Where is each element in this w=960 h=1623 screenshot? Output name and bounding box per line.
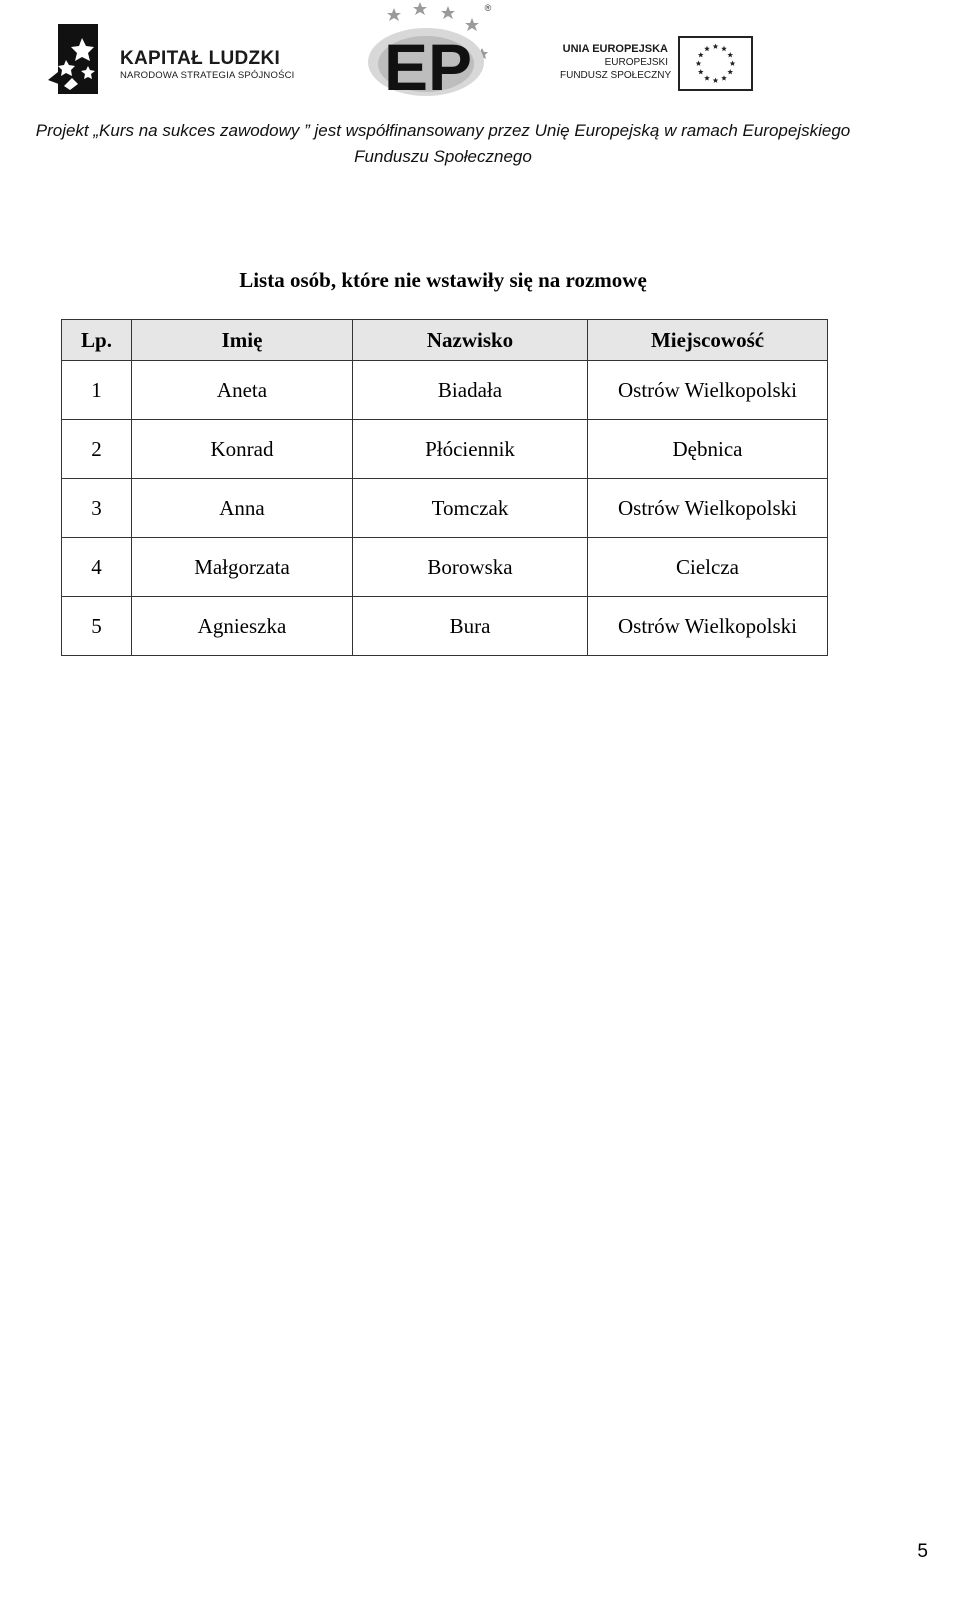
cell-lp: 3 — [62, 479, 132, 538]
cell-lp: 4 — [62, 538, 132, 597]
project-cofinancing-note: Projekt „Kurs na sukces zawodowy ” jest współfinansowany przez Unię Europejską w ramach Europejskiego Funduszu Społecznego — [35, 121, 851, 166]
cell-town: Cielcza — [588, 538, 828, 597]
cell-town: Ostrów Wielkopolski — [588, 361, 828, 420]
cell-town: Ostrów Wielkopolski — [588, 479, 828, 538]
cell-last-name: Bura — [353, 597, 588, 656]
cell-last-name: Biadała — [353, 361, 588, 420]
column-header-town: Miejscowość — [588, 320, 828, 361]
cell-first-name: Aneta — [132, 361, 353, 420]
people-table — [61, 319, 828, 656]
table-row — [62, 538, 828, 597]
page-number: 5 — [917, 1541, 928, 1562]
kapital-ludzki-emblem-icon — [48, 20, 104, 98]
kapital-ludzki-subtitle: NARODOWA STRATEGIA SPÓJNOŚCI — [120, 70, 295, 81]
ep-logo — [364, 0, 496, 105]
column-header-first-name: Imię — [132, 320, 353, 361]
cell-last-name: Płóciennik — [353, 420, 588, 479]
cell-lp: 2 — [62, 420, 132, 479]
cell-town: Dębnica — [588, 420, 828, 479]
ep-logo-text: EP — [383, 30, 473, 104]
eu-logo-line2: EUROPEJSKI — [604, 57, 668, 68]
cell-first-name: Anna — [132, 479, 353, 538]
registered-mark: ® — [484, 3, 492, 13]
table-row — [62, 597, 828, 656]
table-header-row — [62, 320, 828, 361]
table-row — [62, 361, 828, 420]
column-header-last-name: Nazwisko — [353, 320, 588, 361]
cell-first-name: Konrad — [132, 420, 353, 479]
cell-lp: 1 — [62, 361, 132, 420]
eu-flag-icon — [678, 36, 753, 91]
header-logos — [0, 0, 960, 110]
table-row — [62, 420, 828, 479]
cell-last-name: Tomczak — [353, 479, 588, 538]
cell-first-name: Agnieszka — [132, 597, 353, 656]
cell-last-name: Borowska — [353, 538, 588, 597]
kapital-ludzki-title: KAPITAŁ LUDZKI — [120, 48, 281, 69]
cell-lp: 5 — [62, 597, 132, 656]
eu-logo-line3: FUNDUSZ SPOŁECZNY — [560, 70, 672, 81]
table-row — [62, 479, 828, 538]
document-title: Lista osób, które nie wstawiły się na rozmowę — [239, 268, 647, 292]
eu-logo-line1: UNIA EUROPEJSKA — [562, 43, 668, 55]
column-header-lp: Lp. — [62, 320, 132, 361]
cell-first-name: Małgorzata — [132, 538, 353, 597]
cell-town: Ostrów Wielkopolski — [588, 597, 828, 656]
